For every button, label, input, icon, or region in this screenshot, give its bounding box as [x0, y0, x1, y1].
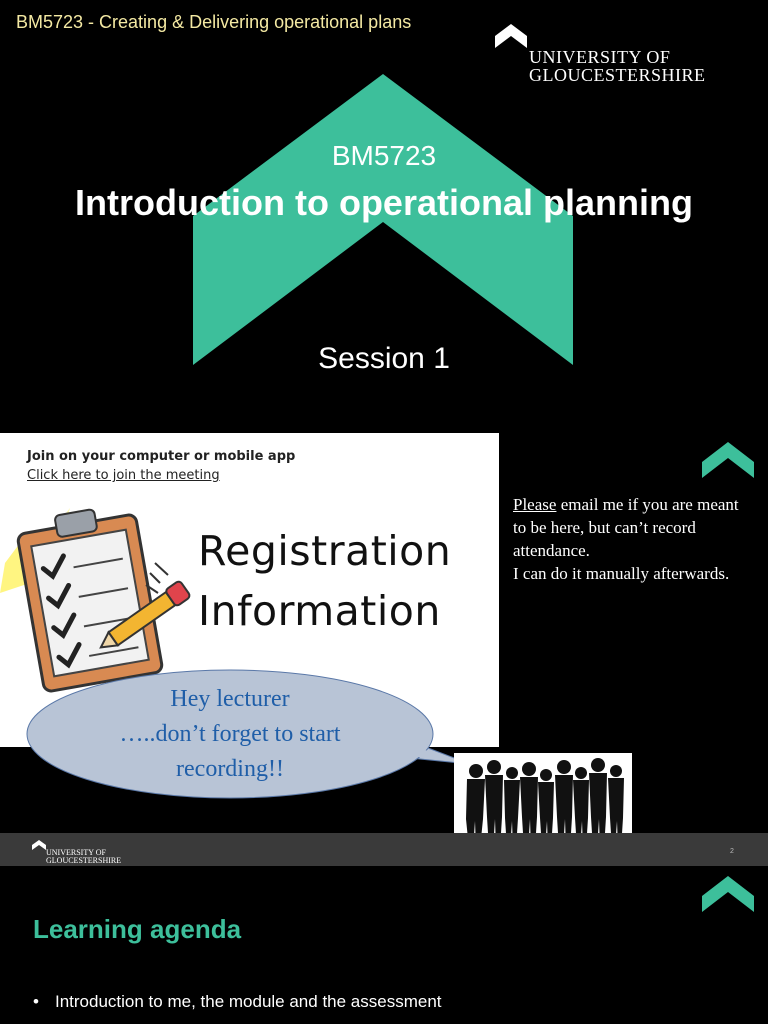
- registration-slide: [0, 432, 768, 866]
- note-underlined-word: Please: [513, 495, 557, 514]
- bubble-line-1: Hey lecturer: [170, 686, 290, 712]
- title-slide: [0, 0, 768, 432]
- note-rest: email me if you are meant to be here, but can’t record attendance.: [513, 495, 739, 560]
- footer-logo-line-1: UNIVERSITY OF: [46, 848, 106, 857]
- note-line-1: [513, 493, 753, 562]
- slide-title: Introduction to operational planning: [75, 182, 693, 223]
- footer-logo-text: [46, 849, 121, 865]
- note-line-2: I can do it manually afterwards.: [513, 564, 730, 583]
- footer-logo-line-2: GLOUCESTERSHIRE: [46, 856, 122, 865]
- module-code: BM5723: [331, 140, 437, 171]
- logo-text: [529, 48, 706, 84]
- agenda-slide: [0, 866, 768, 1024]
- bubble-text: [60, 682, 400, 787]
- teal-chevron-icon: [702, 876, 754, 914]
- attendance-note: [513, 493, 753, 585]
- heading-line-2: Information: [198, 587, 441, 635]
- page-number: 2: [730, 848, 734, 855]
- registration-heading: [198, 521, 451, 641]
- join-meeting-link[interactable]: Click here to join the meeting: [27, 468, 220, 483]
- logo-line-1: UNIVERSITY OF: [529, 47, 671, 67]
- agenda-item: • Introduction to me, the module and the assessment: [33, 987, 442, 1017]
- logo-chevron-icon: [494, 24, 528, 50]
- bubble-line-3: recording!!: [176, 756, 284, 782]
- university-logo: [494, 24, 724, 86]
- footer-logo-chevron-icon: [32, 840, 46, 851]
- agenda-title: Learning agenda: [33, 914, 242, 944]
- course-header: BM5723 - Creating & Delivering operational plans: [16, 12, 412, 32]
- join-instructions: Join on your computer or mobile app: [27, 449, 296, 464]
- session-label: Session 1: [318, 342, 450, 375]
- teal-chevron-icon: [702, 442, 754, 480]
- logo-line-2: GLOUCESTERSHIRE: [529, 65, 706, 85]
- agenda-list: [33, 987, 442, 1017]
- heading-line-1: Registration: [198, 527, 452, 575]
- bubble-line-2: …..don’t forget to start: [119, 721, 341, 747]
- footer-university-logo: [32, 838, 122, 865]
